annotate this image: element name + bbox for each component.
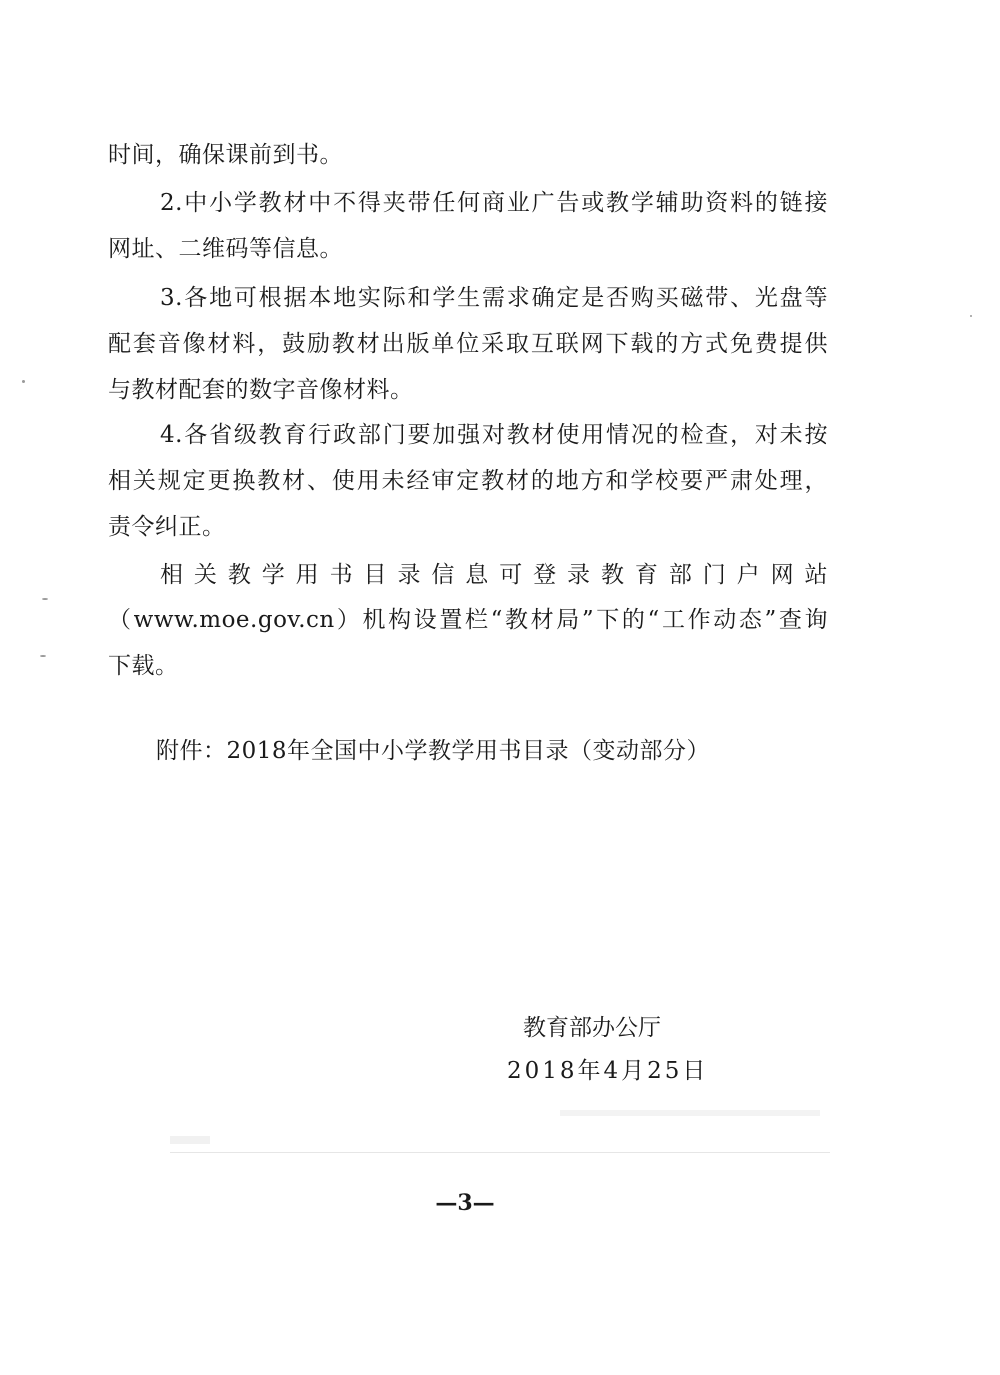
body-line-1: 时间，确保课前到书。 xyxy=(108,142,343,168)
body-line-5: 配套音像材料，鼓励教材出版单位采取互联网下载的方式免费提供 xyxy=(108,331,828,357)
scan-speck xyxy=(970,315,972,317)
body-line-2: 2.中小学教材中不得夹带任何商业广告或教学辅助资料的链接 xyxy=(160,190,828,216)
bleed-through-mark xyxy=(170,1136,210,1144)
issue-date: 2018年4月25日 xyxy=(507,1058,709,1084)
scan-speck xyxy=(40,655,46,657)
body-line-12: 下载。 xyxy=(108,653,179,679)
scan-speck xyxy=(22,380,25,383)
attachment-line: 附件：2018年全国中小学教学用书目录（变动部分） xyxy=(156,738,711,764)
bleed-through-mark xyxy=(560,1110,820,1116)
body-line-4: 3.各地可根据本地实际和学生需求确定是否购买磁带、光盘等 xyxy=(160,285,828,311)
body-line-6: 与教材配套的数字音像材料。 xyxy=(108,377,414,403)
bleed-through-line xyxy=(170,1152,830,1153)
body-line-3: 网址、二维码等信息。 xyxy=(108,236,343,262)
body-line-7: 4.各省级教育行政部门要加强对教材使用情况的检查，对未按 xyxy=(160,422,828,448)
body-line-8: 相关规定更换教材、使用未经审定教材的地方和学校要严肃处理， xyxy=(108,468,828,494)
page-number: —3— xyxy=(435,1190,495,1216)
body-line-11: （www.moe.gov.cn）机构设置栏“教材局”下的“工作动态”查询 xyxy=(108,607,828,633)
body-line-9: 责令纠正。 xyxy=(108,514,226,540)
scan-speck xyxy=(42,598,48,600)
issuer-name: 教育部办公厅 xyxy=(523,1015,661,1041)
body-line-10: 相关教学用书目录信息可登录教育部门户网站 xyxy=(160,562,828,588)
